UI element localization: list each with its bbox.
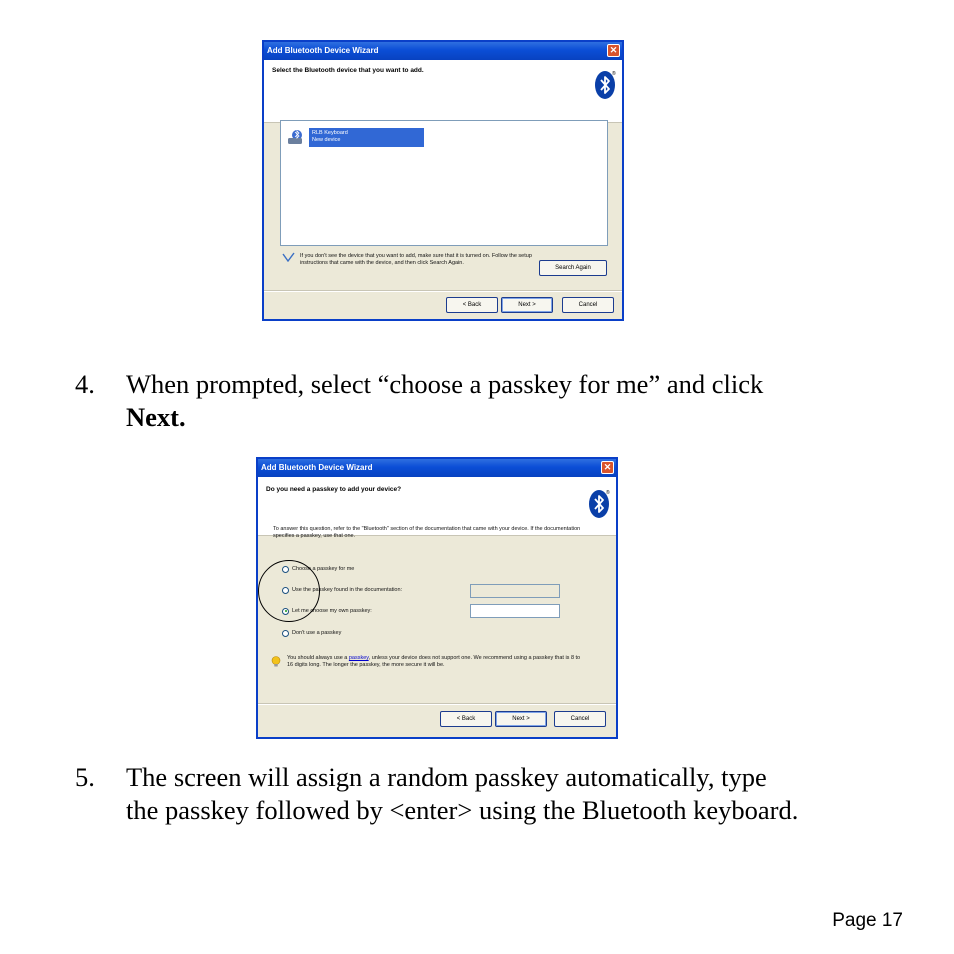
step-5: [0, 761, 954, 831]
wizard-heading: Select the Bluetooth device that you want to add.: [272, 67, 424, 74]
close-icon[interactable]: ✕: [601, 461, 614, 474]
step-number: 4.: [75, 369, 95, 399]
dialog-title-bar: [264, 42, 622, 60]
search-hint-text: If you don't see the device that you want to add, make sure that it is turned on. Follow the setup instructions that came with the device, and then click Search Again.: [300, 253, 532, 266]
dialog-title-bar: [258, 459, 616, 477]
step-4: [0, 368, 954, 438]
close-icon[interactable]: ✕: [607, 44, 620, 57]
step-5-line-1: The screen will assign a random passkey automatically, type: [126, 762, 767, 792]
step-5-line-2: the passkey followed by <enter> using the Bluetooth keyboard.: [126, 795, 799, 825]
svg-text:®: ®: [612, 71, 616, 77]
lightbulb-icon: [271, 656, 281, 667]
radio-button[interactable]: [282, 630, 289, 637]
dialog-title: Add Bluetooth Device Wizard: [261, 463, 373, 472]
cancel-button[interactable]: Cancel: [554, 711, 606, 727]
back-button[interactable]: < Back: [446, 297, 498, 313]
wizard-heading: Do you need a passkey to add your device?: [266, 486, 402, 493]
add-bluetooth-device-wizard-screenshot-1: [262, 40, 624, 321]
passkey-question-text: To answer this question, refer to the "Bluetooth" section of the documentation that came with your device. If the documentation specifies a passkey, use that one.: [273, 526, 581, 539]
next-button[interactable]: Next >: [495, 711, 547, 727]
option-label: Don't use a passkey: [292, 629, 342, 636]
device-name: RLB Keyboard: [312, 130, 348, 136]
svg-text:®: ®: [606, 490, 610, 496]
documentation-passkey-input[interactable]: [470, 584, 560, 598]
step-4-emphasis: Next.: [126, 402, 186, 432]
keyboard-device-icon: [287, 129, 305, 147]
search-again-button[interactable]: Search Again: [539, 260, 607, 276]
bluetooth-logo-icon: [588, 489, 610, 519]
page-number: Page 17: [832, 910, 903, 931]
option-label: Choose a passkey for me: [292, 565, 355, 572]
divider: [258, 703, 616, 705]
step-4-text: When prompted, select “choose a passkey for me” and click: [126, 369, 764, 399]
device-status: New device: [312, 137, 341, 143]
passkey-link[interactable]: passkey: [348, 655, 369, 661]
bluetooth-logo-icon: [594, 70, 616, 100]
step-number: 5.: [75, 762, 95, 792]
device-list-item-selected[interactable]: [309, 128, 424, 147]
wizard-header: [264, 60, 622, 123]
next-button[interactable]: Next >: [501, 297, 553, 313]
annotation-circle: [258, 560, 320, 622]
dialog-title: Add Bluetooth Device Wizard: [267, 46, 379, 55]
own-passkey-input[interactable]: [470, 604, 560, 618]
divider: [264, 290, 622, 292]
option-no-passkey[interactable]: [282, 628, 341, 638]
tip-text-end: , unless your device does not support one. We recommend using a passkey that is 8 to 16 digits long. The longer the passkey, the more secure it will be.: [287, 655, 581, 668]
cancel-button[interactable]: Cancel: [562, 297, 614, 313]
option-label: Use the passkey found in the documentation:: [292, 586, 403, 593]
device-list[interactable]: [280, 120, 608, 246]
option-label: Let me choose my own passkey:: [292, 607, 372, 614]
passkey-tip-text: [287, 655, 587, 669]
info-arrow-icon: [282, 252, 296, 262]
tip-text-start: You should always use a: [287, 655, 349, 661]
back-button[interactable]: < Back: [440, 711, 492, 727]
